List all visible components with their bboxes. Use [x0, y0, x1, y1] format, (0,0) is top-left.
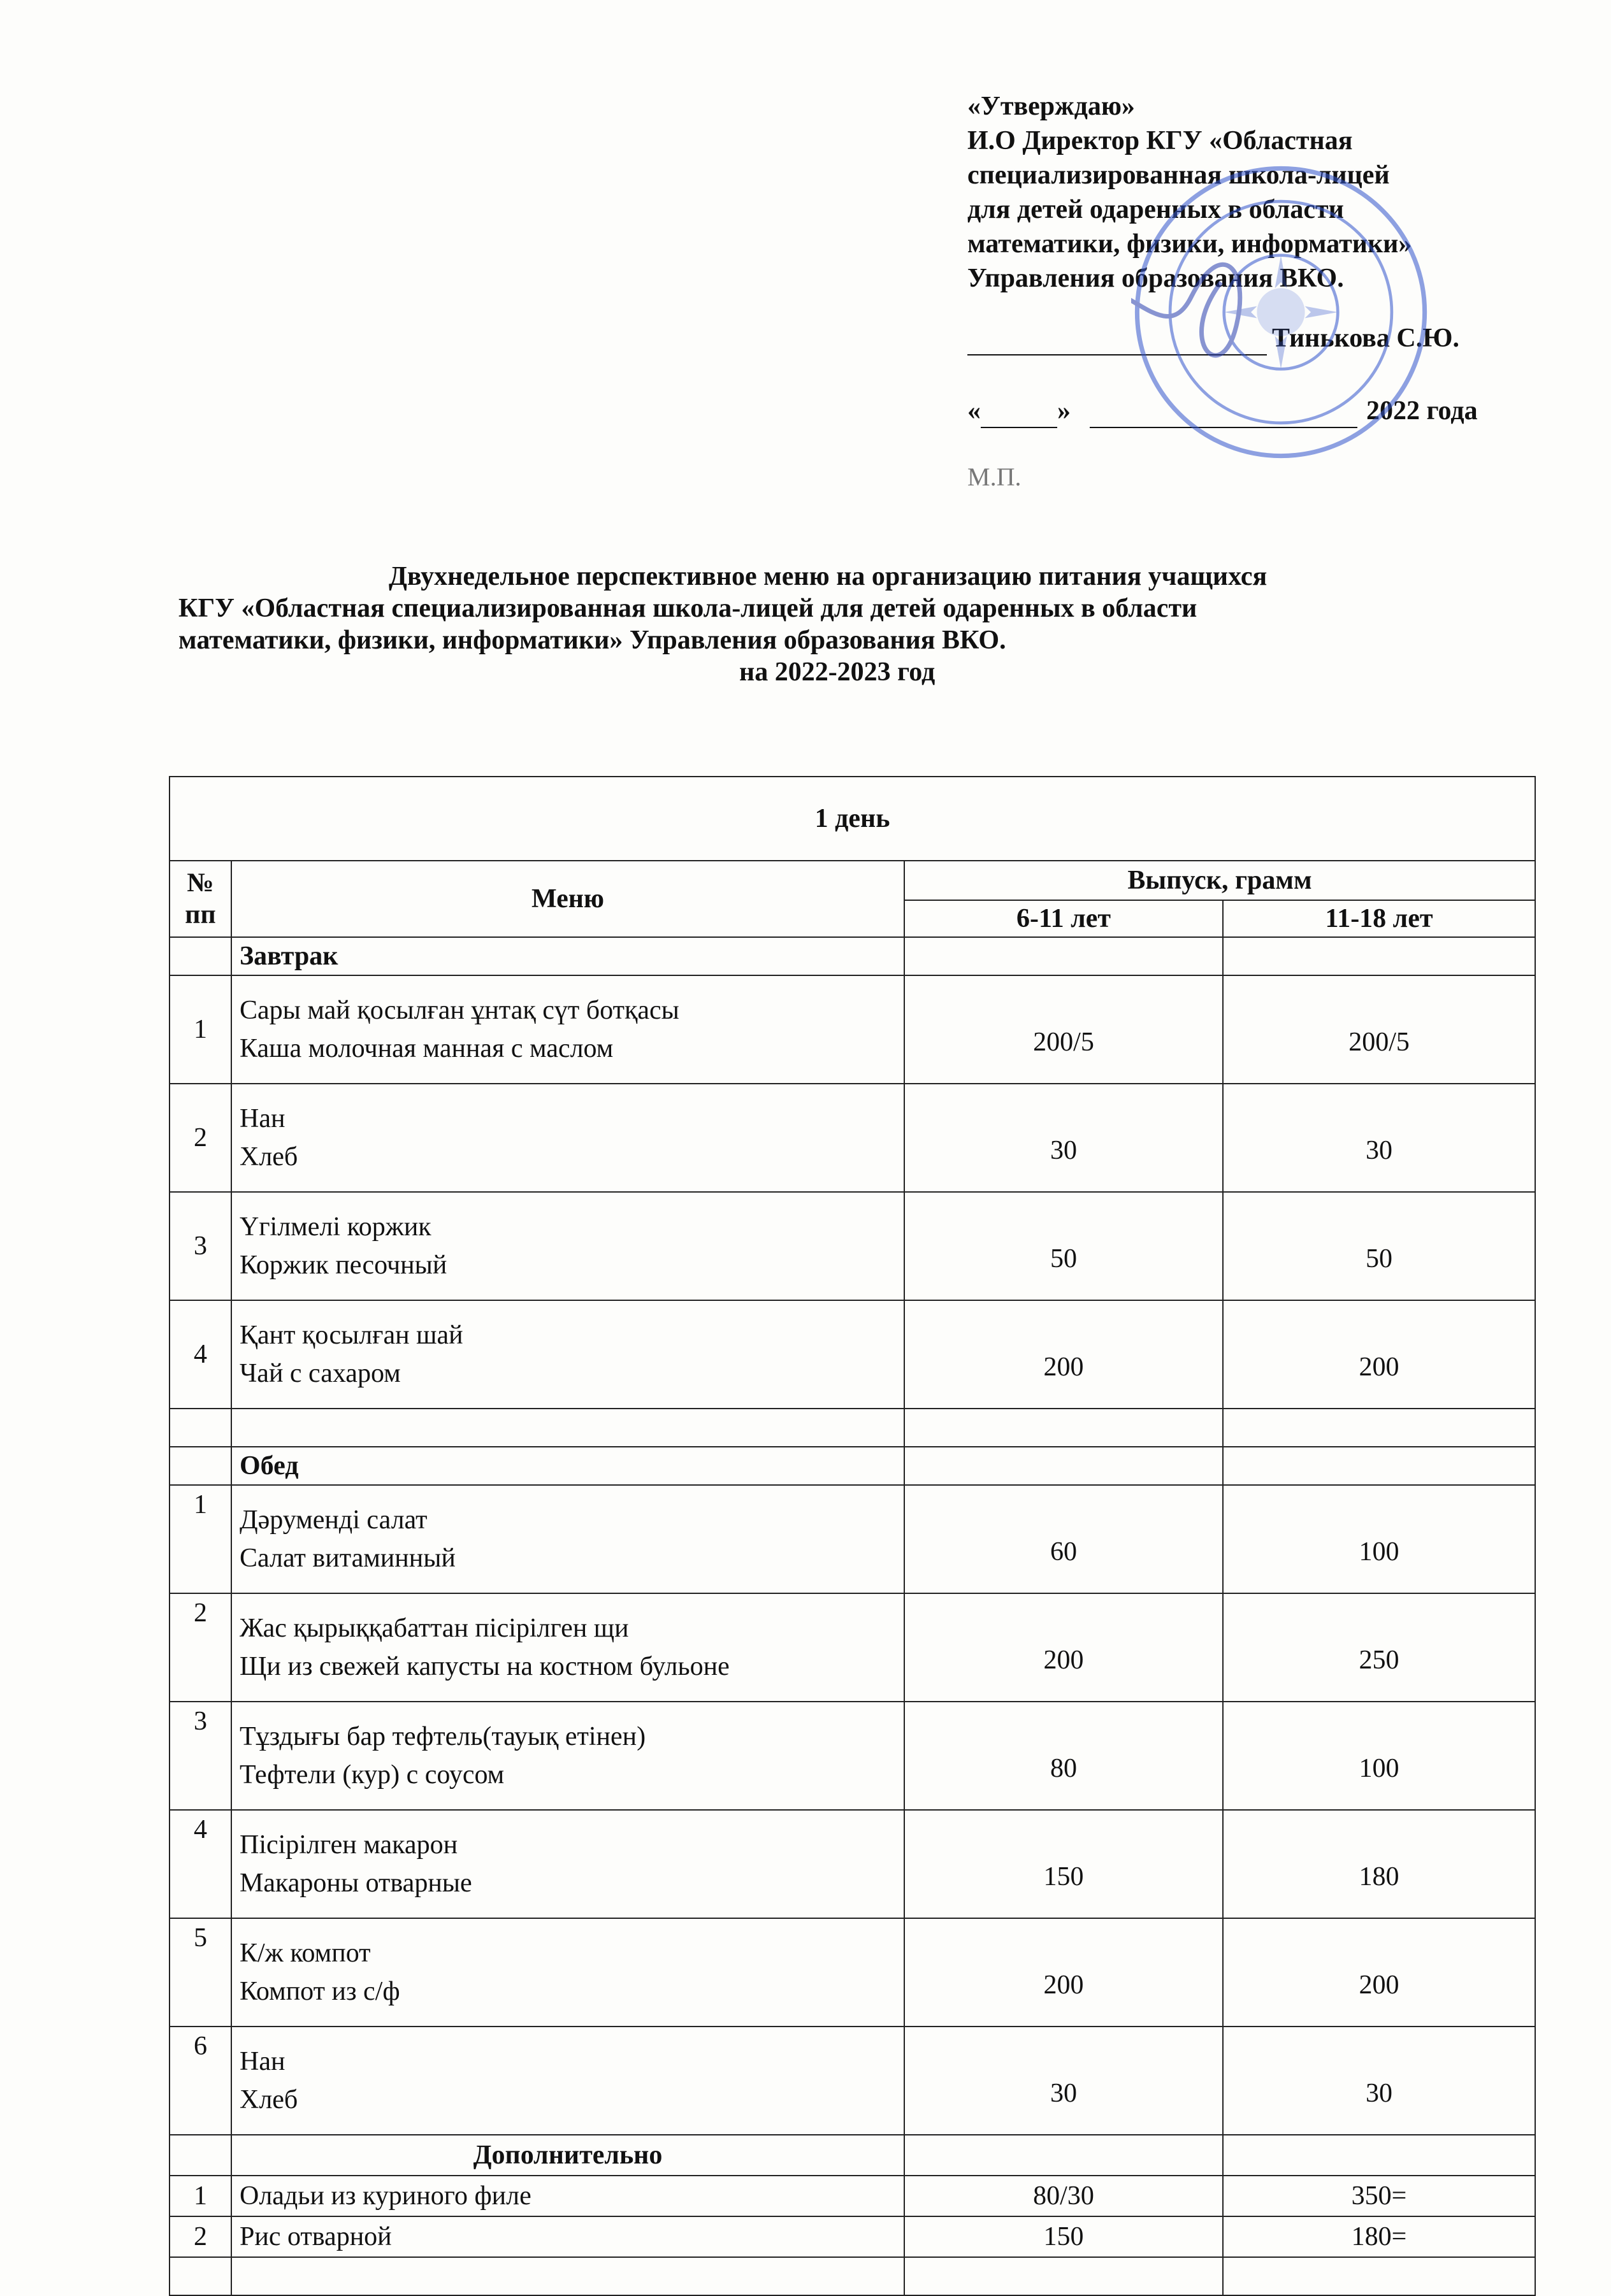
row-number: 5	[170, 1918, 231, 2027]
portion-6-11: 200	[904, 1593, 1223, 1702]
row-number: 2	[170, 1084, 231, 1192]
table-row	[170, 2176, 1535, 2216]
dish-name-ru: Салат витаминный	[240, 1544, 456, 1573]
signature-line	[967, 321, 1528, 355]
dish-name-kz: Жас қырыққабаттан пісірілген щи	[240, 1614, 629, 1643]
table-row	[170, 1593, 1535, 1702]
dish-name-kz: К/ж компот	[240, 1939, 371, 1968]
title-line-3: математики, физики, информатики» Управления образования ВКО.	[178, 626, 1006, 655]
col-age-6-11-header: 6-11 лет	[904, 900, 1223, 937]
dish-name-kz: Үгілмелі коржик	[240, 1212, 431, 1242]
portion-11-18: 200/5	[1223, 975, 1535, 1084]
dish-name-kz: Қант қосылған шай	[240, 1321, 463, 1350]
approval-line: И.О Директор КГУ «Областная	[967, 126, 1353, 155]
document-title	[178, 561, 1453, 688]
dish-name-kz: Нан	[240, 1104, 285, 1133]
col-menu-header: Меню	[231, 861, 904, 937]
day-header-row	[170, 777, 1535, 861]
dish-name	[231, 2027, 904, 2135]
row-number: 2	[170, 1593, 231, 1702]
row-number: 3	[170, 1702, 231, 1810]
table-row	[170, 1084, 1535, 1192]
dish-name-ru: Тефтели (кур) с соусом	[240, 1760, 505, 1790]
approval-line: Управления образования ВКО.	[967, 264, 1344, 293]
portion-11-18: 100	[1223, 1702, 1535, 1810]
portion-11-18: 200	[1223, 1918, 1535, 2027]
dish-name: Рис отварной	[231, 2216, 904, 2257]
col-number-header: № пп	[170, 861, 231, 937]
portion-6-11: 200	[904, 1918, 1223, 2027]
portion-11-18: 350=	[1223, 2176, 1535, 2216]
dish-name	[231, 1810, 904, 1918]
dish-name	[231, 1192, 904, 1300]
row-number: 2	[170, 2216, 231, 2257]
table-row	[170, 1485, 1535, 1593]
table-row	[170, 1918, 1535, 2027]
section-row-lunch	[170, 1447, 1535, 1485]
dish-name-kz: Сары май қосылған ұнтақ сүт ботқасы	[240, 996, 679, 1025]
dish-name-kz: Тұздығы бар тефтель(тауық етінен)	[240, 1722, 646, 1751]
table-row	[170, 1192, 1535, 1300]
column-header-row	[170, 861, 1535, 900]
dish-name	[231, 1593, 904, 1702]
dish-name-kz: Нан	[240, 2047, 285, 2076]
table-row	[170, 2216, 1535, 2257]
dish-name	[231, 975, 904, 1084]
section-label: Обед	[231, 1447, 904, 1485]
dish-name	[231, 1702, 904, 1810]
title-line-2: КГУ «Областная специализированная школа-лицей для детей одаренных в области	[178, 594, 1197, 623]
dish-name-ru: Хлеб	[240, 2085, 298, 2114]
seal-place-label: М.П.	[967, 463, 1022, 491]
portion-6-11: 200/5	[904, 975, 1223, 1084]
dish-name-ru: Компот из с/ф	[240, 1977, 400, 2006]
approval-line: математики, физики, информатики»	[967, 229, 1412, 259]
row-number: 1	[170, 2176, 231, 2216]
date-quote-close: »	[1057, 396, 1071, 426]
col-output-header: Выпуск, грамм	[904, 861, 1535, 900]
month-blank	[1090, 401, 1357, 428]
title-line-1: Двухнедельное перспективное меню на организацию питания учащихся	[389, 562, 1268, 591]
col-age-11-18-header: 11-18 лет	[1223, 900, 1535, 937]
signer-name: Тинькова С.Ю.	[1272, 324, 1459, 353]
section-row-breakfast	[170, 937, 1535, 975]
dish-name-ru: Чай с сахаром	[240, 1359, 401, 1388]
portion-11-18: 250	[1223, 1593, 1535, 1702]
signature-blank	[967, 329, 1267, 355]
title-line-4: на 2022-2023 год	[739, 657, 936, 687]
portion-6-11: 80/30	[904, 2176, 1223, 2216]
table-row	[170, 1702, 1535, 1810]
row-number: 4	[170, 1300, 231, 1409]
row-number: 1	[170, 975, 231, 1084]
dish-name: Оладьи из куриного филе	[231, 2176, 904, 2216]
table-row	[170, 2027, 1535, 2135]
portion-6-11: 30	[904, 2027, 1223, 2135]
dish-name-ru: Каша молочная манная с маслом	[240, 1034, 614, 1063]
approval-line: для детей одаренных в области	[967, 195, 1344, 224]
dish-name-ru: Коржик песочный	[240, 1251, 447, 1280]
portion-11-18: 30	[1223, 1084, 1535, 1192]
dish-name-kz: Дәруменді салат	[240, 1505, 428, 1535]
portion-6-11: 30	[904, 1084, 1223, 1192]
table-row	[170, 1810, 1535, 1918]
empty-row	[170, 1409, 1535, 1447]
section-label: Завтрак	[231, 937, 904, 975]
table-row	[170, 1300, 1535, 1409]
dish-name-ru: Хлеб	[240, 1142, 298, 1172]
portion-11-18: 200	[1223, 1300, 1535, 1409]
empty-row	[170, 2257, 1535, 2295]
date-year: 2022 года	[1366, 396, 1478, 426]
dish-name	[231, 1300, 904, 1409]
dish-name	[231, 1485, 904, 1593]
portion-6-11: 60	[904, 1485, 1223, 1593]
row-number: 4	[170, 1810, 231, 1918]
portion-6-11: 150	[904, 1810, 1223, 1918]
portion-6-11: 50	[904, 1192, 1223, 1300]
portion-11-18: 180	[1223, 1810, 1535, 1918]
approval-line: «Утверждаю»	[967, 92, 1135, 121]
approval-line: специализированная школа-лицей	[967, 161, 1390, 190]
dish-name-kz: Пісірілген макарон	[240, 1830, 458, 1860]
section-row-extra	[170, 2135, 1535, 2176]
date-quote-open: «	[967, 396, 981, 426]
day-blank	[981, 401, 1057, 428]
menu-table	[169, 776, 1536, 2296]
date-line	[967, 394, 1528, 428]
table-row	[170, 975, 1535, 1084]
dish-name-ru: Макароны отварные	[240, 1869, 472, 1898]
portion-11-18: 50	[1223, 1192, 1535, 1300]
row-number: 6	[170, 2027, 231, 2135]
portion-11-18: 100	[1223, 1485, 1535, 1593]
dish-name	[231, 1084, 904, 1192]
portion-6-11: 150	[904, 2216, 1223, 2257]
dish-name-ru: Щи из свежей капусты на костном бульоне	[240, 1652, 730, 1681]
portion-6-11: 200	[904, 1300, 1223, 1409]
day-title: 1 день	[170, 777, 1535, 861]
portion-6-11: 80	[904, 1702, 1223, 1810]
section-label: Дополнительно	[231, 2135, 904, 2176]
portion-11-18: 30	[1223, 2027, 1535, 2135]
approval-block	[967, 89, 1528, 494]
dish-name	[231, 1918, 904, 2027]
row-number: 1	[170, 1485, 231, 1593]
row-number: 3	[170, 1192, 231, 1300]
portion-11-18: 180=	[1223, 2216, 1535, 2257]
